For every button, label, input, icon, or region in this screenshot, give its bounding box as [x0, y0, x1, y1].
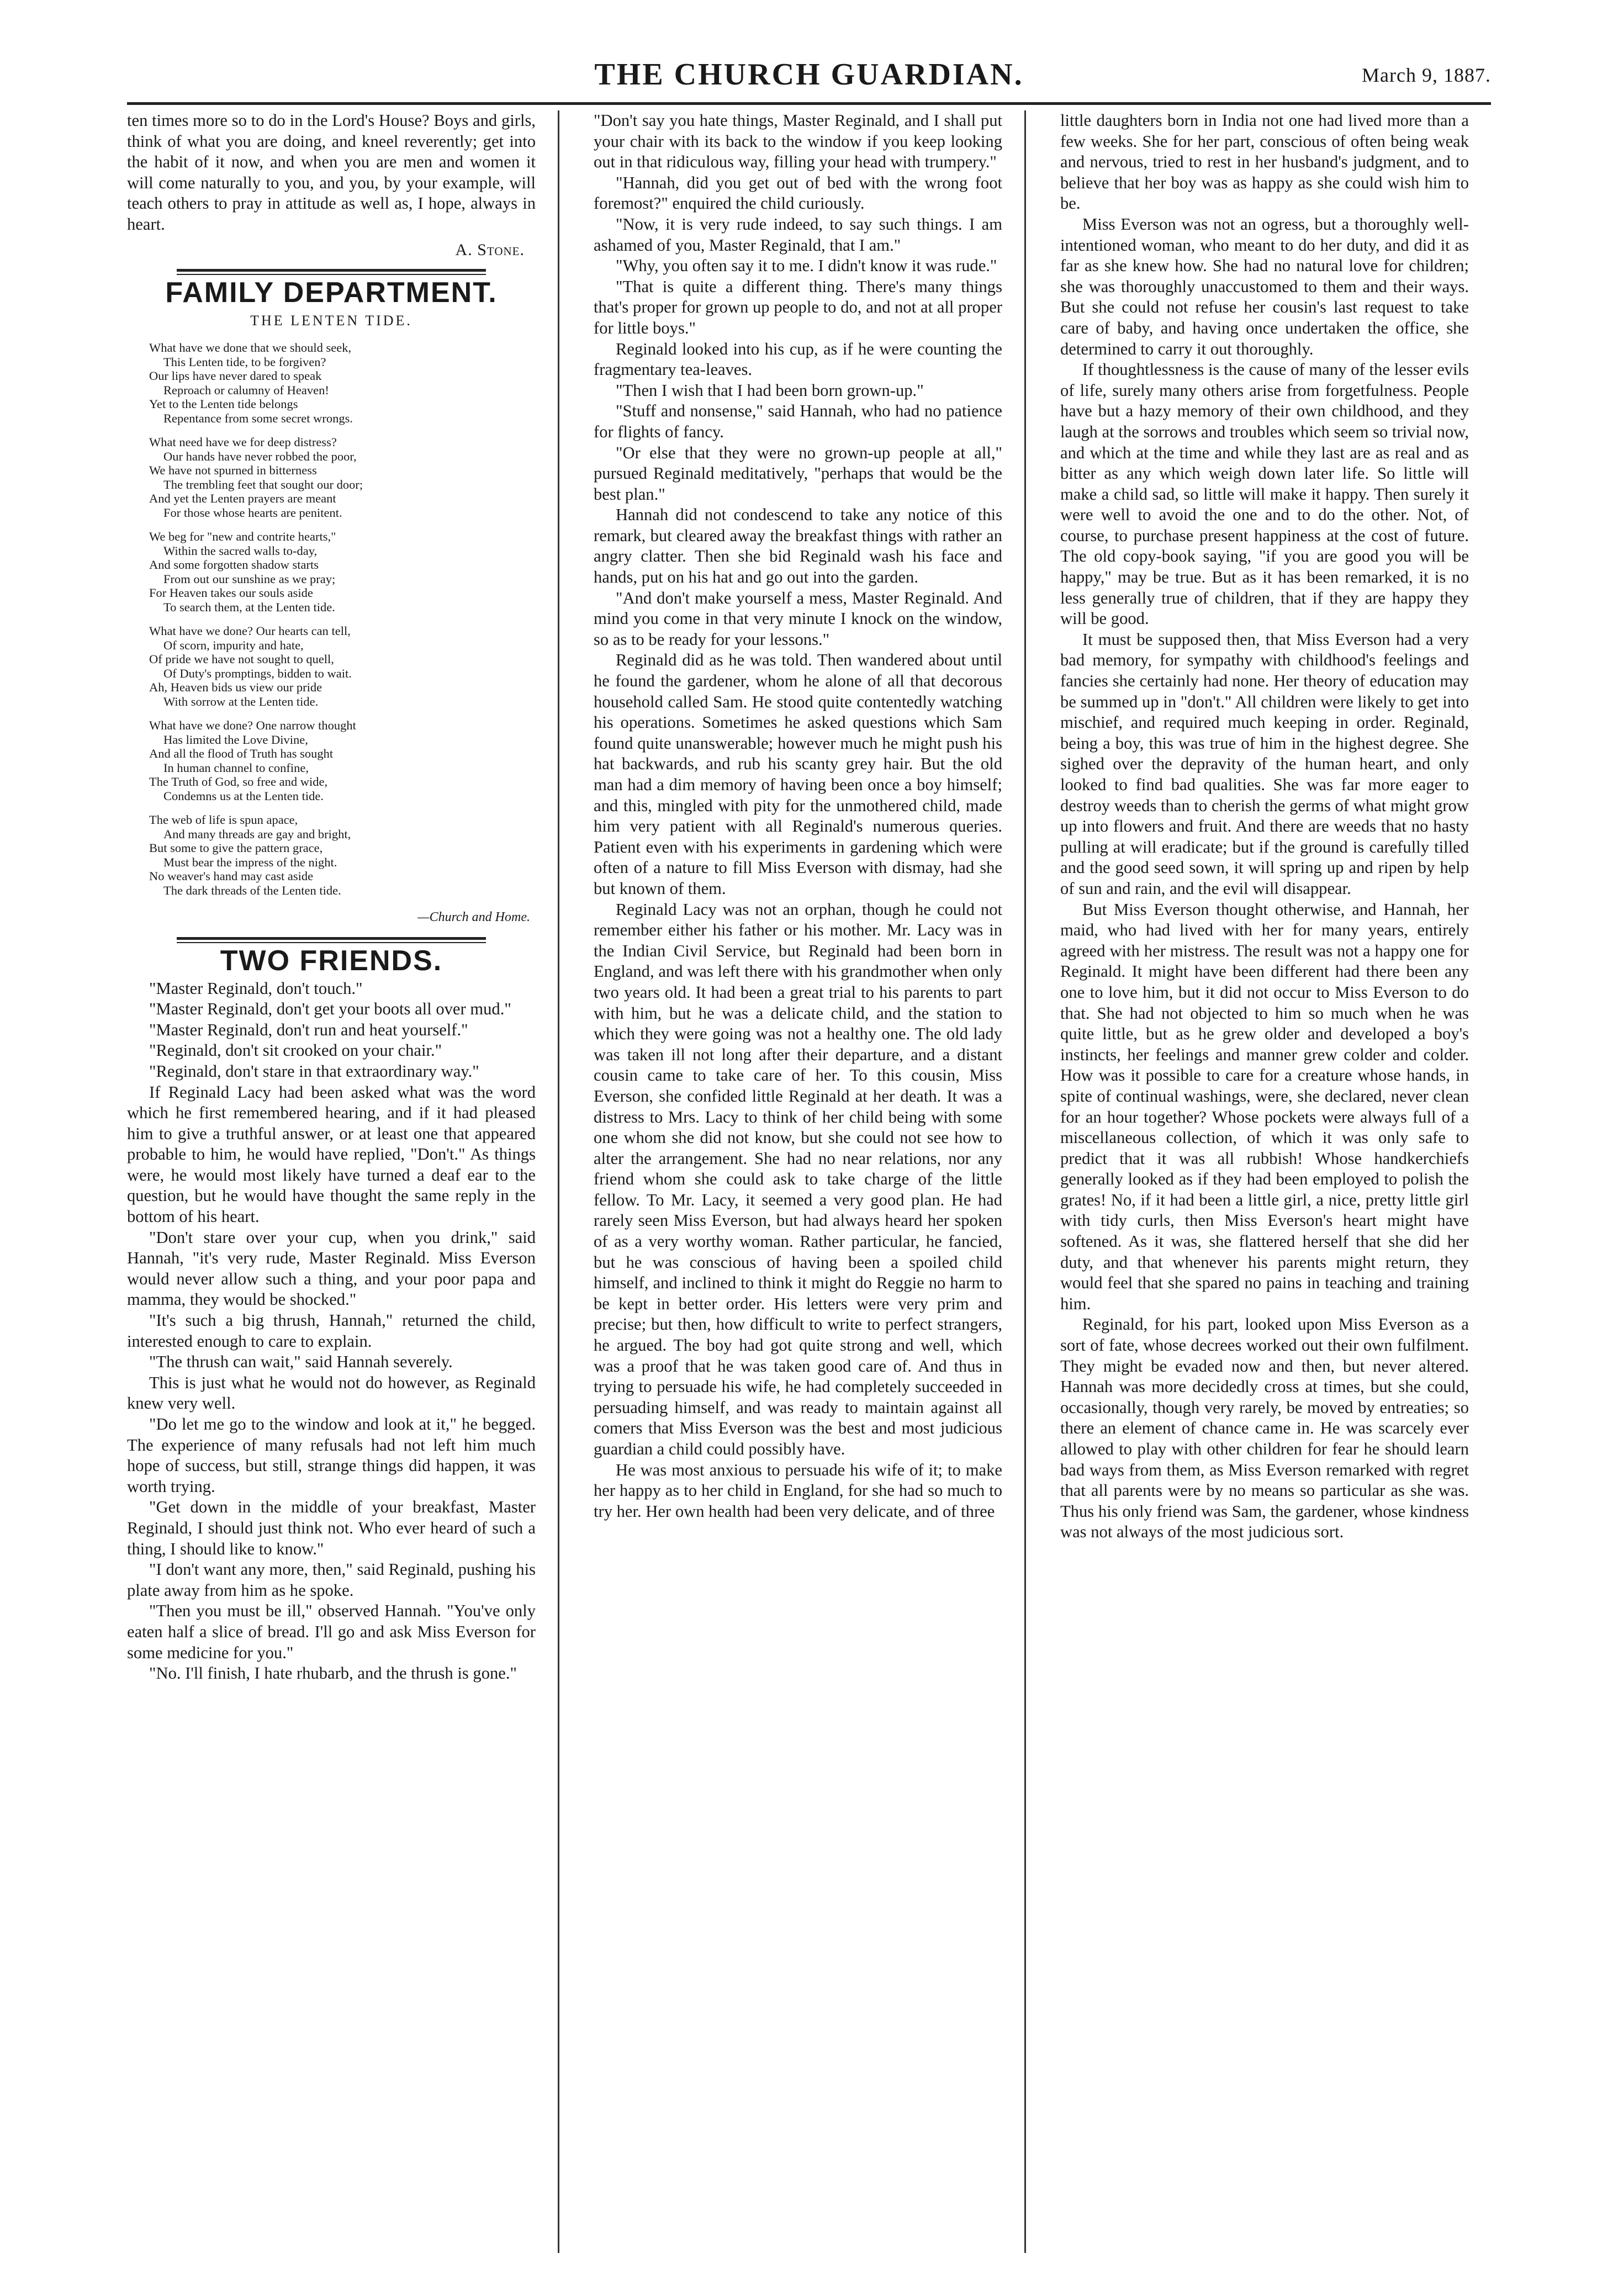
poem-stanza [149, 813, 536, 897]
poem-line: Repentance from some secret wrongs. [163, 411, 353, 425]
paragraph: "Why, you often say it to me. I didn't know it was rude." [616, 256, 997, 276]
poem-line: Of pride we have not sought to quell, [149, 652, 334, 666]
poem-line: Our lips have never dared to speak [149, 369, 322, 383]
story-text [127, 978, 536, 1684]
paragraph: "And don't make yourself a mess, Master Reginald. And mind you come in that very minute I knock on the window, so as to be ready for your lessons." [594, 588, 1002, 649]
intro-paragraph: ten times more so to do in the Lord's House? Boys and girls, think of what you are doing, and kneel reverently; get into the habit of it now, and when you are men and women it will come naturally to you, and you, by your example, will teach others to pray in attitude as well as, I hope, always in heart. [127, 111, 536, 234]
paragraph: "The thrush can wait," said Hannah severely. [149, 1352, 453, 1372]
poem-line: Yet to the Lenten tide belongs [149, 397, 298, 411]
newspaper-title: THE CHURCH GUARDIAN. [594, 57, 1024, 92]
paragraph: This is just what he would not do however, as Reginald knew very well. [127, 1373, 536, 1413]
poem-line: To search them, at the Lenten tide. [163, 600, 335, 614]
poem-line: The dark threads of the Lenten tide. [163, 883, 341, 897]
paragraph: "No. I'll finish, I hate rhubarb, and the thrush is gone." [149, 1664, 517, 1683]
paragraph: Hannah did not condescend to take any notice of this remark, but cleared away the breakfast things with rather an angry clatter. Then she bid Reginald wash his face and hands, put on his hat and go out into the garden. [594, 505, 1002, 587]
column-3 [1060, 110, 1469, 2253]
paragraph: "Get down in the middle of your breakfast, Master Reginald, I should just think not. Who ever heard of such a thing, I should like to know." [127, 1498, 536, 1558]
paragraph: But Miss Everson thought otherwise, and Hannah, her maid, who had lived with her for many years, entirely agreed with her mistress. The result was not a happy one for Reginald. It might have been different had there been any one to love him, but it did not occur to Miss Everson to do that. She had not objected to him so much when he was quite little, but as he grew older and developed a boy's instincts, her feelings and manner grew colder and colder. How was it possible to care for a creature whose hands, in spite of continual washings, were, she declared, never clean for an hour together? Whose pockets were always full of a miscellaneous collection, of which it was only safe to predict that it was all rubbish! Whose handkerchiefs generally looked as if they had been employed to polish the grates! No, if it had been a little girl, a nice, pretty little girl with tidy curls, then Miss Everson's heart might have softened. As it was, she flattered herself that she did her duty, and that whenever his parents might return, they would feel that she spared no pains in teaching and training him. [1060, 900, 1469, 1313]
paragraph: "Then you must be ill," observed Hannah. "You've only eaten half a slice of bread. I'll go and ask Miss Everson for some medicine for you." [127, 1601, 536, 1662]
poem-line: Condemns us at the Lenten tide. [163, 789, 324, 803]
poem-line: What have we done? Our hearts can tell, [149, 624, 351, 638]
poem-line: And all the flood of Truth has sought [149, 747, 334, 761]
paragraph: "Do let me go to the window and look at it," he begged. The experience of many refusals had not left him much hope of success, but still, strange things did happen, it was worth trying. [127, 1415, 536, 1496]
paragraph: "Don't say you hate things, Master Reginald, and I shall put your chair with its back to the window if you keep looking out in that ridiculous way, filling your head with trumpery." [594, 111, 1002, 172]
paragraph: "Now, it is very rude indeed, to say such things. I am ashamed of you, Master Reginald, that I am." [594, 214, 1002, 255]
paragraph: "Don't stare over your cup, when you drink," said Hannah, "it's very rude, Master Reginald. Miss Everson would never allow such a thing, and your poor papa and mamma, they would be shocked." [127, 1228, 536, 1309]
paragraph: Reginald Lacy was not an orphan, though he could not remember either his father or his mother. Mr. Lacy was in the Indian Civil Service, but Reginald had been born in England, and was left there with his grandmother when only two years old. It had been a great trial to his parents to part with him, but he was a delicate child, and the station to which they were going was not a healthy one. The old lady was taken ill not long after their departure, and a distant cousin came to take care of her. To this cousin, Miss Everson, she confided little Reginald at her death. It was a distress to Mrs. Lacy to think of her child being with some one whom she did not know, but she could not see how to alter the arrangement. She had no near relations, nor any friend whom she could ask to take charge of the little fellow. To Mr. Lacy, it seemed a very good plan. He had rarely seen Miss Everson, but had always heard her spoken of as a very worthy woman. Rather particular, he fancied, but he was conscious of having been a spoiled child himself, and inclined to think it might do Reggie no harm to be kept in better order. His letters were very prim and precise; but then, how difficult to write to perfect strangers, he argued. The boy had got quite strong and well, which was a proof that he was taken good care of. And thus in trying to persuade his wife, he had completely succeeded in persuading himself, and was ready to maintain against all comers that Miss Everson was the best and most judicious guardian a child could possibly have. [594, 900, 1002, 1458]
poem-title: THE LENTEN TIDE. [250, 312, 412, 329]
column-2 [594, 110, 1002, 2253]
column-divider [558, 110, 559, 2253]
intro-signature: A. Stone. [455, 240, 525, 259]
paragraph: "That is quite a different thing. There's many things that's proper for grown up people to do, and not at all proper for little boys." [594, 277, 1002, 337]
poem-line: And some forgotten shadow starts [149, 558, 319, 572]
paragraph: Reginald, for his part, looked upon Miss Everson as a sort of fate, whose decrees worked out their own fulfilment. They might be evaded now and then, but never altered. Hannah was more decidedly cross at times, but she could, occasionally, though very rarely, be moved by entreaties; so there an element of chance came in. He was scarcely ever allowed to play with other children for fear he should learn bad ways from them, as Miss Everson remarked with regret that all parents were by no means so particular as she was. Thus his only friend was Sam, the gardener, whose kindness was not always of the most judicious sort. [1060, 1315, 1469, 1542]
poem-line: The trembling feet that sought our door; [163, 477, 363, 491]
paragraph: "It's such a big thrush, Hannah," returned the child, interested enough to care to explain. [127, 1311, 536, 1351]
poem-stanza [149, 435, 536, 520]
paragraph: little daughters born in India not one had lived more than a few weeks. She for her part, conscious of often being weak and nervous, tried to rest in her husband's judgment, and to believe that her boy was as happy as she could wish him to be. [1060, 111, 1469, 213]
paragraph: Reginald did as he was told. Then wandered about until he found the gardener, whom he alone of all that decorous household called Sam. He stood quite contentedly watching his operations. Sometimes he asked questions which Sam found quite unanswerable; however much he might push his hat backwards, and rub his scanty grey hair. But the old man had a dim memory of having been once a boy himself; and this, mingled with pity for the unmothered child, made him very patient with all Reginald's numerous queries. Patient even with his experiments in gardening which were often of a nature to fill Miss Everson with dismay, had she but known of them. [594, 650, 1002, 898]
paragraph: If Reginald Lacy had been asked what was the word which he first remembered hearing, and if it had pleased him to give a truthful answer, or at least one that appeared probable to him, he would have replied, "Don't." As things were, he would most likely have turned a deaf ear to the question, but he would have thought the same reply in the bottom of his heart. [127, 1082, 536, 1226]
paragraph: "Hannah, did you get out of bed with the wrong foot foremost?" enquired the child curiously. [594, 173, 1002, 213]
story-text [1060, 110, 1469, 1543]
paragraph: "Stuff and nonsense," said Hannah, who had no patience for flights of fancy. [594, 401, 1002, 441]
section-heading: FAMILY DEPARTMENT. [165, 277, 498, 309]
poem-line: And yet the Lenten prayers are meant [149, 491, 336, 506]
poem-line: We have not spurned in bitterness [149, 463, 317, 478]
paragraph: It must be supposed then, that Miss Everson had a very bad memory, for sympathy with childhood's feelings and fancies she certainly had none. Her theory of education may be summed up in "don't." All children were likely to get into mischief, and required much keeping in order. Reginald, being a boy, this was true of him in the highest degree. She sighed over the depravity of the human heart, and only looked to find bad qualities. She was far more eager to destroy weeds than to cherish the germs of what might grow up into flowers and fruit. And there are weeds that no hasty pulling at will eradicate; but if the ground is carefully tilled and the good seed sown, it will spring up and ripen by help of sun and rain, and the evil will disappear. [1060, 629, 1469, 898]
poem [149, 341, 536, 897]
poem-line: With sorrow at the Lenten tide. [163, 694, 319, 708]
poem-line: Of scorn, impurity and hate, [163, 638, 304, 652]
poem-line: Ah, Heaven bids us view our pride [149, 680, 322, 695]
paragraph: "Master Reginald, don't touch." [149, 978, 363, 998]
paragraph: "Then I wish that I had been born grown-up." [616, 380, 924, 400]
masthead [127, 52, 1491, 105]
poem-line: No weaver's hand may cast aside [149, 869, 314, 884]
poem-line: But some to give the pattern grace, [149, 841, 323, 855]
poem-line: What need have we for deep distress? [149, 435, 337, 449]
poem-line: Has limited the Love Divine, [163, 732, 308, 747]
poem-line: What have we done that we should seek, [149, 341, 352, 355]
story-text [594, 110, 1002, 1522]
poem-stanza [149, 341, 536, 425]
paragraph: Reginald looked into his cup, as if he were counting the fragmentary tea-leaves. [594, 339, 1002, 379]
story-heading: TWO FRIENDS. [220, 944, 443, 977]
paragraph: "Reginald, don't sit crooked on your chair." [149, 1041, 442, 1060]
poem-line: For those whose hearts are penitent. [163, 505, 342, 520]
poem-line: From out our sunshine as we pray; [163, 572, 336, 586]
poem-line: Must bear the impress of the night. [163, 855, 337, 869]
poem-line: The web of life is spun apace, [149, 813, 298, 827]
poem-line: For Heaven takes our souls aside [149, 586, 313, 600]
poem-line: Within the sacred walls to-day, [163, 543, 318, 558]
poem-stanza [149, 718, 536, 803]
poem-stanza [149, 530, 536, 614]
issue-date: March 9, 1887. [1362, 64, 1491, 86]
poem-line: Reproach or calumny of Heaven! [163, 383, 329, 397]
column-1 [127, 110, 536, 2253]
poem-line: We beg for "new and contrite hearts," [149, 530, 336, 544]
paragraph: "I don't want any more, then," said Reginald, pushing his plate away from him as he spoke. [127, 1560, 536, 1600]
poem-line: In human channel to confine, [163, 760, 309, 775]
poem-line: And many threads are gay and bright, [163, 827, 351, 841]
paragraph: "Or else that they were no grown-up people at all," pursued Reginald meditatively, "perhaps that would be the best plan." [594, 443, 1002, 504]
column-divider [1024, 110, 1026, 2253]
poem-line: The Truth of God, so free and wide, [149, 775, 328, 789]
paragraph: He was most anxious to persuade his wife of it; to make her happy as to her child in England, for she had so much to try her. Her own health had been very delicate, and of three [594, 1460, 1002, 1521]
paragraph: "Reginald, don't stare in that extraordinary way." [149, 1061, 479, 1081]
poem-line: Of Duty's promptings, bidden to wait. [163, 666, 352, 680]
paragraph: Miss Everson was not an ogress, but a thoroughly well-intentioned woman, who meant to do her duty, and did it as far as she knew how. She had no natural love for children; she was thoroughly unaccustomed to them and their ways. But she could not refuse her cousin's last request to take care of baby, and having once undertaken the office, she determined to carry it out thoroughly. [1060, 214, 1469, 358]
poem-line: Our hands have never robbed the poor, [163, 449, 357, 463]
poem-credit: —Church and Home. [417, 910, 530, 925]
section-rule [177, 269, 486, 275]
poem-line: This Lenten tide, to be forgiven? [163, 355, 326, 369]
poem-stanza [149, 624, 536, 708]
paragraph: "Master Reginald, don't get your boots all over mud." [149, 999, 511, 1019]
poem-line: What have we done? One narrow thought [149, 718, 356, 733]
section-rule [177, 937, 486, 943]
paragraph: "Master Reginald, don't run and heat yourself." [149, 1020, 468, 1039]
paragraph: If thoughtlessness is the cause of many of the lesser evils of life, surely many others arise from forgetfulness. People have but a hazy memory of their own childhood, and they laugh at the sorrows and troubles which seem so trivial now, and which at the time and while they last are as real and as bitter as any which weigh down later life. So little will make a child sad, so little will make it happy. Then surely it were well to avoid the one and to do the other. Not, of course, to purchase present happiness at the cost of future. The old copy-book saying, "if you are good you will be happy," may be true. But as it has been remarked, it is no less generally true of children, that if they are happy they will be good. [1060, 360, 1469, 628]
